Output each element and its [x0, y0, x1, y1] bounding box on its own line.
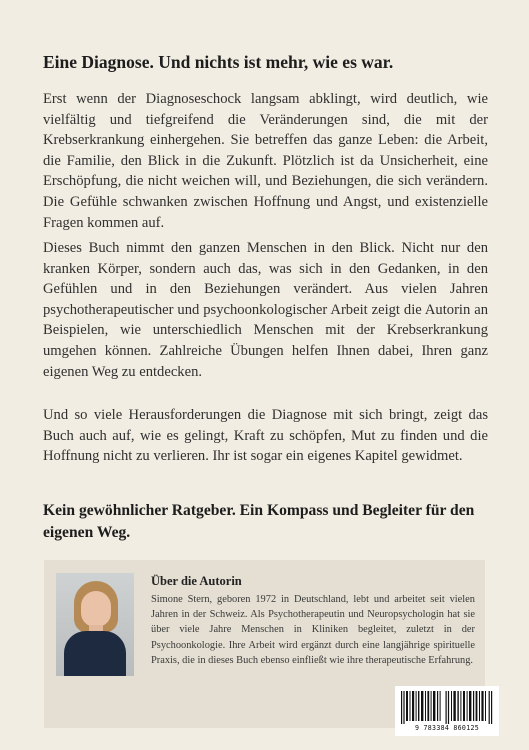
isbn-barcode [395, 686, 499, 736]
barcode-bars-icon [401, 691, 493, 724]
body-paragraph-1: Erst wenn der Diagnoseschock langsam abklingt, wird deutlich, wie vielfältig und tiefgreifend die Veränderungen sind, die mit der Krebserkrankung einhergehen. Sie betreffen das ganze Leben: die Arbeit, die Familie, den Blick in die Zukunft. Plötzlich ist da Unsicherheit, eine Erschöpfung, die nicht weichen will, und Beziehungen, die sich verändern. Die Gefühle schwanken zwischen Hoffnung und Angst, und existenzielle Fragen kommen auf. [43, 91, 488, 231]
barcode-number: 9 783384 860125 [414, 724, 480, 732]
author-heading: Über die Autorin [151, 574, 242, 588]
tagline: Kein gewöhnlicher Ratgeber. Ein Kompass und Begleiter für den eigenen Weg. [43, 502, 475, 541]
headline: Eine Diagnose. Und nichts ist mehr, wie es war. [43, 52, 394, 72]
body-paragraph-2: Dieses Buch nimmt den ganzen Menschen in den Blick. Nicht nur den kranken Körper, sondern auch das, was sich in den Gedanken, in den Gefühlen und in den Beziehungen verändert. Aus vielen Jahren psychotherapeutischer und psychoonkologischer Arbeit zeigt die Autorin an Beispielen, wie unterschiedlich Menschen mit der Krebserkrankung umgehen können. Zahlreiche Übungen helfen Ihnen dabei, Ihren ganz eigenen Weg zu entdecken. [43, 240, 488, 380]
author-photo [56, 573, 134, 676]
body-paragraph-3: Und so viele Herausforderungen die Diagnose mit sich bringt, zeigt das Buch auch auf, wie es gelingt, Kraft zu schöpfen, Mut zu finden und die Hoffnung nicht zu verlieren. Ihr ist sogar ein eigenes Kapitel gewidmet. [43, 407, 488, 465]
author-bio: Simone Stern, geboren 1972 in Deutschland, lebt und arbeitet seit vielen Jahren in der Schweiz. Als Psychotherapeutin und Neuropsychologin hat sie über viele Jahre Menschen in Kliniken begleitet, zuletzt in der Psychoonkologie. Ihre Arbeit wird ergänzt durch eine langjährige spirituelle Praxis, die in dieses Buch ebenso einfließt wie ihre therapeutische Erfahrung. [151, 594, 475, 666]
